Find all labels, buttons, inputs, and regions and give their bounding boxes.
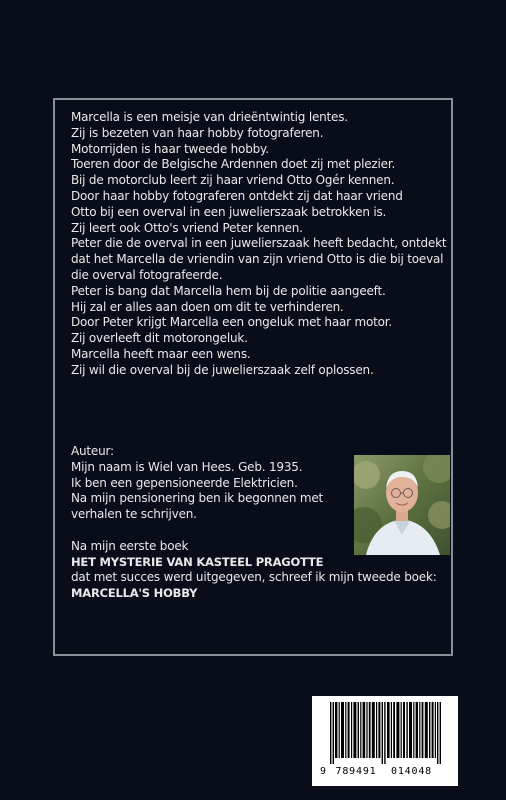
author-line: Na mijn pensionering ben ik begonnen met xyxy=(71,491,324,506)
first-book-title: HET MYSTERIE VAN KASTEEL PRAGOTTE xyxy=(71,554,324,569)
blurb-line: Zij leert ook Otto's vriend Peter kennen. xyxy=(71,220,303,235)
blurb-line: Motorrijden is haar tweede hobby. xyxy=(71,141,269,156)
isbn-barcode xyxy=(312,696,458,786)
blurb-line: Otto bij een overval in een juwelierszaak betrokken is. xyxy=(71,204,387,219)
blurb-line: Peter is bang dat Marcella hem bij de politie aangeeft. xyxy=(71,283,386,298)
barcode-bars xyxy=(320,702,452,766)
blurb-line: Marcella is een meisje van drieëntwintig lentes. xyxy=(71,110,348,124)
blurb-line: Peter die de overval in een juwelierszaak heeft bedacht, ontdekt xyxy=(71,236,447,251)
second-book-intro: dat met succes werd uitgegeven, schreef ik mijn tweede boek: xyxy=(71,570,437,585)
blurb-line: dat het Marcella de vriendin van zijn vriend Otto is die bij toeval xyxy=(71,252,444,267)
author-line: verhalen te schrijven. xyxy=(71,507,197,522)
book-blurb xyxy=(71,110,451,379)
author-photo xyxy=(354,455,450,555)
first-book-intro: Na mijn eerste boek xyxy=(71,538,189,553)
barcode-digit-first: 9 xyxy=(320,766,327,777)
blurb-line: Zij wil die overval bij de juwelierszaak zelf oplossen. xyxy=(71,362,374,377)
blurb-line: Zij is bezeten van haar hobby fotograferen. xyxy=(71,125,324,140)
blurb-line: Marcella heeft maar een wens. xyxy=(71,346,251,361)
blurb-line: Hij zal er alles aan doen om dit te verhinderen. xyxy=(71,299,344,314)
blurb-line: Bij de motorclub leert zij haar vriend Otto Ogér kennen. xyxy=(71,173,395,188)
author-heading: Auteur: xyxy=(71,444,114,458)
blurb-line: Zij overleeft dit motorongeluk. xyxy=(71,331,248,346)
second-book-title: MARCELLA'S HOBBY xyxy=(71,586,198,601)
blurb-line: Door Peter krijgt Marcella een ongeluk met haar motor. xyxy=(71,315,392,330)
barcode-group-left: 789491 xyxy=(335,766,377,777)
author-section xyxy=(71,444,437,602)
blurb-line: Toeren door de Belgische Ardennen doet zij met plezier. xyxy=(71,157,396,172)
blurb-line: Door haar hobby fotograferen ontdekt zij dat haar vriend xyxy=(71,188,403,203)
blurb-line: die overval fotografeerde. xyxy=(71,267,223,282)
author-line: Mijn naam is Wiel van Hees. Geb. 1935. xyxy=(71,459,303,474)
barcode-digits xyxy=(320,766,452,777)
barcode-group-right: 014048 xyxy=(391,766,432,777)
author-line: Ik ben een gepensioneerde Elektricien. xyxy=(71,475,298,490)
